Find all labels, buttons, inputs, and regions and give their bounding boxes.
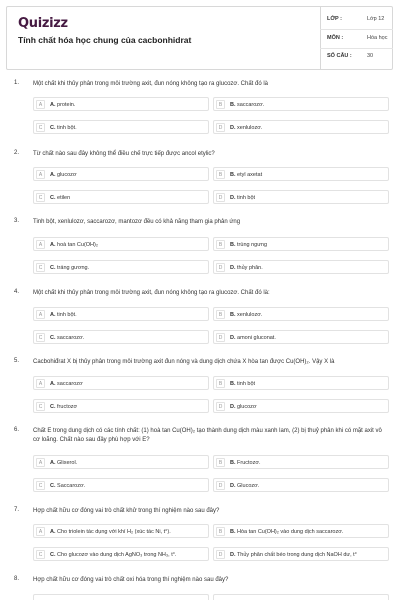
option-value: Cho glucozơ vào dung dịch AgNO₃ trong NH₃, t°. <box>57 551 177 558</box>
option-key: C. <box>50 124 56 131</box>
option-value: Fructozơ. <box>237 459 261 466</box>
option-c[interactable] <box>33 399 209 413</box>
option-letter: B <box>216 100 225 109</box>
option-letter: A <box>36 100 45 109</box>
question-number: 2. <box>14 150 20 156</box>
option-value: glucozơ <box>237 403 257 410</box>
option-key: D. <box>230 482 236 489</box>
option-value: amoni gluconat. <box>237 334 276 341</box>
option-key: B. <box>230 528 236 535</box>
option-a-partial[interactable] <box>33 594 209 600</box>
option-key: C. <box>50 264 56 271</box>
option-b-partial[interactable] <box>213 594 389 600</box>
option-value: tinh bột. <box>57 311 77 318</box>
option-key: A. <box>50 101 56 108</box>
meta-count-label: SỐ CÂU : <box>327 53 352 59</box>
question-number: 3. <box>14 218 20 224</box>
option-text <box>50 125 77 131</box>
option-letter: D <box>216 481 225 490</box>
option-value: etyl axetat <box>237 171 263 178</box>
option-value: Cho triolein tác dụng với khí H₂ (xúc tác Ni, t°). <box>57 528 171 535</box>
option-value: glucozơ <box>57 171 77 178</box>
option-value: thủy phân. <box>237 264 263 271</box>
option-text <box>50 529 171 535</box>
option-a[interactable] <box>33 237 209 251</box>
option-letter: C <box>36 402 45 411</box>
option-c[interactable] <box>33 190 209 204</box>
option-a[interactable] <box>33 97 209 111</box>
option-letter: A <box>36 527 45 536</box>
option-value: tráng gương. <box>57 264 90 271</box>
option-value: saccarozơ. <box>57 334 85 341</box>
option-letter: B <box>216 170 225 179</box>
option-letter: D <box>216 193 225 202</box>
option-key: D. <box>230 124 236 131</box>
option-a[interactable] <box>33 167 209 181</box>
option-text <box>230 381 255 387</box>
question-number: 1. <box>14 80 20 86</box>
meta-count <box>327 47 397 67</box>
option-value: protein. <box>57 101 76 108</box>
option-key: D. <box>230 403 236 410</box>
question-number: 5. <box>14 358 20 364</box>
option-key: B. <box>230 171 236 178</box>
option-letter: A <box>36 170 45 179</box>
meta-count-value: 30 <box>367 53 374 59</box>
meta-subject-label: MÔN : <box>327 35 344 41</box>
question-number: 6. <box>14 427 20 433</box>
option-key: B. <box>230 101 236 108</box>
option-value: Hòa tan Cu(OH)₂ vào dung dịch saccarozơ. <box>237 528 344 535</box>
option-value: trùng ngưng <box>237 241 268 248</box>
quizizz-logo: Quizizz <box>18 16 68 31</box>
option-key: D. <box>230 334 236 341</box>
option-text <box>50 404 77 410</box>
option-text <box>50 552 176 558</box>
option-d[interactable] <box>213 399 389 413</box>
option-text <box>50 172 77 178</box>
option-d[interactable] <box>213 190 389 204</box>
option-letter: C <box>36 333 45 342</box>
option-letter: C <box>36 550 45 559</box>
option-c[interactable] <box>33 260 209 274</box>
option-letter: C <box>36 481 45 490</box>
question-number: 7. <box>14 507 20 513</box>
option-text <box>230 460 261 466</box>
option-text <box>230 102 264 108</box>
option-letter: D <box>216 402 225 411</box>
question-text: Một chất khi thủy phân trong môi trường axit, đun nóng không tạo ra glucozơ. Chất đó là <box>33 81 269 87</box>
option-letter: C <box>36 263 45 272</box>
option-value: saccarozơ. <box>237 101 265 108</box>
question-text: Hợp chất hữu cơ đóng vai trò chất khử trong thí nghiệm nào sau đây? <box>33 508 220 514</box>
meta-class-value: Lớp 12 <box>367 16 385 22</box>
worksheet-header <box>6 6 393 70</box>
option-key: D. <box>230 194 236 201</box>
option-text <box>50 312 77 318</box>
option-a[interactable] <box>33 455 209 469</box>
option-value: xenlulozơ. <box>237 124 263 131</box>
option-value: Thủy phân chất béo trong dung dịch NaOH dư, t° <box>236 551 357 558</box>
option-letter: A <box>36 379 45 388</box>
option-b[interactable] <box>213 376 389 390</box>
meta-class <box>327 10 397 30</box>
option-value: Glixerol. <box>57 459 78 466</box>
option-key: C. <box>50 334 56 341</box>
option-letter: D <box>216 123 225 132</box>
option-letter: A <box>36 458 45 467</box>
option-key: A. <box>50 311 56 318</box>
option-text <box>50 460 77 466</box>
option-text <box>50 102 75 108</box>
option-d[interactable] <box>213 260 389 274</box>
option-value: tinh bột <box>237 380 256 387</box>
option-text <box>230 195 255 201</box>
option-letter: C <box>36 123 45 132</box>
option-letter: D <box>216 550 225 559</box>
option-key: C. <box>50 482 56 489</box>
option-a[interactable] <box>33 376 209 390</box>
option-text <box>230 483 259 489</box>
option-c[interactable] <box>33 547 209 561</box>
option-text <box>230 529 343 535</box>
option-b[interactable] <box>213 524 389 538</box>
option-letter: D <box>216 263 225 272</box>
question-text: Tinh bột, xenlulozơ, saccarozơ, mantozơ đều có khả năng tham gia phản ứng <box>33 219 241 225</box>
option-key: A. <box>50 528 56 535</box>
option-c[interactable] <box>33 120 209 134</box>
question-text: Một chất khi thủy phân trong môi trường axit, đun nóng không tạo ra glucozơ. Chất đó là: <box>33 290 270 296</box>
question-number: 8. <box>14 576 20 582</box>
option-a[interactable] <box>33 524 209 538</box>
option-letter: A <box>36 240 45 249</box>
option-value: Glucozơ. <box>237 482 260 489</box>
option-text <box>50 195 70 201</box>
question-text: Chất E trong dung dịch có các tính chất: (1) hoà tan Cu(OH)₂ tạo thành dung dịch màu xanh lam, (2) bị thuỷ phân khi có mặt axit vô cơ loãng. Chất nào sau đây phù hợp với E? <box>33 428 382 443</box>
option-c[interactable] <box>33 330 209 344</box>
option-text <box>50 335 84 341</box>
option-text <box>230 172 262 178</box>
option-text <box>230 312 262 318</box>
option-key: A. <box>50 459 56 466</box>
meta-subject-value: Hóa học <box>367 35 388 41</box>
option-b[interactable] <box>213 455 389 469</box>
option-text <box>230 404 257 410</box>
option-key: B. <box>230 241 236 248</box>
option-text <box>230 552 357 558</box>
option-a[interactable] <box>33 307 209 321</box>
meta-class-label: LỚP : <box>327 16 342 22</box>
option-d[interactable] <box>213 330 389 344</box>
header-divider <box>320 7 321 69</box>
question-text: Từ chất nào sau đây không thể điều chế trực tiếp được ancol etylic? <box>33 151 215 157</box>
option-value: etilen <box>57 194 71 201</box>
question-text: Hợp chất hữu cơ đóng vai trò chất oxi hóa trong thí nghiệm nào sau đây? <box>33 577 229 583</box>
option-key: A. <box>50 171 56 178</box>
option-value: tinh bột. <box>57 124 77 131</box>
option-letter: B <box>216 527 225 536</box>
option-key: A. <box>50 380 56 387</box>
option-key: B. <box>230 459 236 466</box>
option-c[interactable] <box>33 478 209 492</box>
option-d[interactable] <box>213 120 389 134</box>
option-value: xenlulozơ. <box>237 311 263 318</box>
option-text <box>50 483 85 489</box>
option-key: C. <box>50 403 56 410</box>
worksheet-title: Tính chất hóa học chung của cacbonhidrat <box>18 35 192 45</box>
option-text <box>230 125 262 131</box>
option-d[interactable] <box>213 478 389 492</box>
option-text <box>50 242 98 248</box>
option-letter: B <box>216 379 225 388</box>
option-b[interactable] <box>213 167 389 181</box>
option-key: A. <box>50 241 56 248</box>
option-text <box>230 265 263 271</box>
option-text <box>230 335 276 341</box>
meta-subject <box>327 29 397 49</box>
option-letter: A <box>36 310 45 319</box>
option-value: Saccarozơ. <box>57 482 86 489</box>
option-letter: B <box>216 240 225 249</box>
option-value: saccarozơ <box>57 380 83 387</box>
option-key: B. <box>230 311 236 318</box>
option-b[interactable] <box>213 237 389 251</box>
option-value: fructozơ <box>57 403 78 410</box>
option-letter: D <box>216 333 225 342</box>
option-text <box>230 242 267 248</box>
option-b[interactable] <box>213 97 389 111</box>
option-key: D. <box>230 264 236 271</box>
option-text <box>50 381 83 387</box>
option-text <box>50 265 89 271</box>
option-value: hoà tan Cu(OH)₂ <box>57 241 98 248</box>
question-number: 4. <box>14 289 20 295</box>
option-letter: B <box>216 310 225 319</box>
option-letter: C <box>36 193 45 202</box>
option-key: C. <box>50 194 56 201</box>
question-text: Cacbohiđrat X bị thủy phân trong môi trường axit đun nóng và dung dịch chứa X hòa tan được Cu(OH)₂. Vậy X là <box>33 359 335 365</box>
option-key: C. <box>50 551 56 558</box>
option-d[interactable] <box>213 547 389 561</box>
option-b[interactable] <box>213 307 389 321</box>
option-letter: B <box>216 458 225 467</box>
option-key: B. <box>230 380 236 387</box>
option-value: tinh bột <box>237 194 256 201</box>
option-key: D. <box>230 551 236 558</box>
